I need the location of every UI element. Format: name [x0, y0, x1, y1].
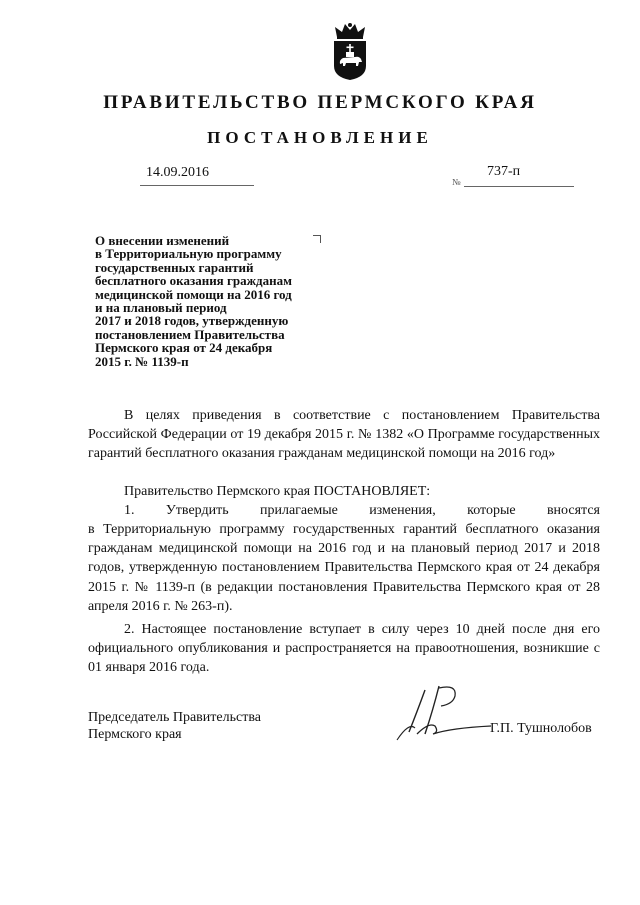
perm-krai-coat-of-arms-icon	[329, 20, 371, 82]
item-1-paragraph: в Территориальную программу государственных гарантий бесплатного оказания гражданам медицинской помощи на 2016 год и на плановый период 2017 и 2018 годов, утвержденную постановлением Правительства Пермского края от 24 декабря 2015 г. № 1139-п (в редакции постановления Правительства Пермского края от 28 апреля 2016 г. № 263-п).	[88, 522, 600, 614]
preamble-paragraph: В целях приведения в соответствие с постановлением Правительства Российской Федерации от 19 декабря 2015 г. № 1382 «О Программе государственных гарантий бесплатного оказания гражданам медицинской помощи на 2016 год»	[88, 408, 600, 462]
signer-position: Председатель Правительства Пермского края	[88, 710, 261, 742]
date-underline	[140, 185, 254, 186]
document-date: 14.09.2016	[146, 165, 209, 180]
corner-bracket-mark	[313, 235, 321, 243]
resolves-paragraph: Правительство Пермского края ПОСТАНОВЛЯЕТ:	[124, 484, 431, 499]
item-1-first-line: 1. Утвердить прилагаемые изменения, которые вносятся	[124, 503, 600, 518]
document-type: ПОСТАНОВЛЕНИЕ	[207, 128, 433, 147]
item-2-paragraph: 2. Настоящее постановление вступает в силу через 10 дней после дня его официального опубликования и распространяется на правоотношения, возникшие с 01 января 2016 года.	[88, 622, 600, 676]
handwritten-signature-icon	[395, 682, 495, 742]
document-subject: О внесении изменений в Территориальную программу государственных гарантий бесплатного оказания гражданам медицинской помощи на 2016 год и на плановый период 2017 и 2018 годов, утвержденную постановлением Правительства Пермского края от 24 декабря 2015 г. № 1139-п	[95, 233, 292, 369]
document-number: 737-п	[487, 164, 521, 179]
signer-name: Г.П. Тушнолобов	[490, 721, 592, 736]
number-sign: №	[452, 177, 461, 187]
government-title: ПРАВИТЕЛЬСТВО ПЕРМСКОГО КРАЯ	[103, 92, 537, 113]
number-underline	[464, 186, 574, 187]
